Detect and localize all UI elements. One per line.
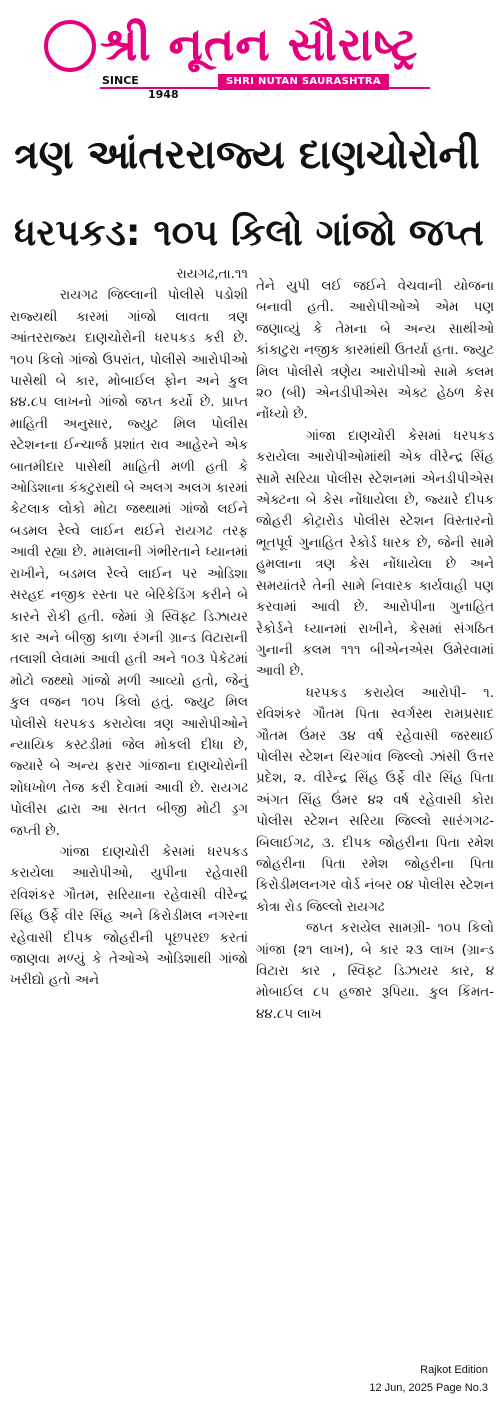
edition-label: Rajkot Edition (420, 1364, 488, 1376)
headline-line-1: ત્રણ આંતરરાજ્ય દાણચોરોની (14, 132, 480, 178)
masthead (0, 0, 498, 108)
logo-ring-icon (44, 20, 96, 72)
article-column-right (256, 276, 494, 1025)
date-page-label: 12 Jun, 2025 Page No.3 (369, 1382, 488, 1394)
article-paragraph: રાયગઢ જિલ્લાની પોલીસે પડોશી રાજ્યથી કારમાં ગાંજો લાવતા ત્રણ આંતરરાજ્ય દાણચોરોની ધરપકડ કરી છે. ૧૦૫ કિલો ગાંજો ઉપરાંત, પોલીસે આરોપીઓ પાસેથી બે કાર, મોબાઈલ ફોન અને કુલ ૪૪.૮૫ લાખનો ગાંજો જપ્ત કર્યો છે. પ્રાપ્ત માહિતી અનુસાર, જ્યુટ મિલ પોલીસ સ્ટેશનના ઈન્ચાર્જ પ્રશાંત રાવ આહેરને એક બાતમીદાર પાસેથી માહિતી મળી હતી કે ઓડિશાના કંકટુરાથી બે અલગ અલગ કારમાં કેટલાક લોકો મોટા જથ્થામાં ગાંજો લઈને બડમલ રેલ્વે લાઈન થઈને રાયગઢ તરફ આવી રહ્યા છે. મામલાની ગંભીરતાને ધ્યાનમાં રાખીને, બડમલ રેલ્વે લાઈન પર ઓડિશા સરહદ નજીક રસ્તા પર બેરિકેડિંગ કરીને બે કારને રોકી હતી. જેમાં ગ્રે સ્વિફ્ટ ડિઝાયર કાર અને બીજી કાળા રંગની ગ્રાન્ડ વિટારાની તલાશી લેવામાં આવી હતી અને ૧૦૩ પેકેટમાં મોટો જથ્થો ગાંજો મળી આવ્યો હતો, જેનું કુલ વજન ૧૦૫ કિલો હતું. જ્યુટ મિલ પોલીસે ધરપકડ કરાયેલા ત્રણ આરોપીઓને ન્યાયિક કસ્ટડીમાં જેલ મોકલી દીધા છે, જ્યારે બે અન્ય ફરાર ગાંજાના દાણચોરોની શોધખોળ તેજ કરી દેવામાં આવી છે. રાયગઢ પોલીસ દ્વારા આ સતત બીજી મોટી ડ્રગ જપ્તી છે. (10, 288, 248, 839)
newspaper-logo (44, 14, 454, 102)
newspaper-title: શ્રી નૂતન સૌરાષ્ટ્ર (100, 17, 419, 71)
article-paragraph: જપ્ત કરાયેલ સામગ્રી- ૧૦૫ કિલો ગાંજા (૨૧ લાખ), બે કાર ૨૩ લાખ (ગ્રાન્ડ વિટારા કાર , સ્વિફ્ટ ડિઝાયર કાર, ૪ મોબાઈલ ૮૫ હજાર રૂપિયા. કુલ કિંમત- ૪૪.૮૫ લાખ (256, 921, 494, 1022)
founding-year: 1948 (148, 88, 179, 101)
article-paragraph: ગાંજા દાણચોરી કેસમાં ધરપકડ કરાયેલા આરોપીઓમાંથી એક વીરેન્દ્ર સિંહ સામે સરિયા પોલીસ સ્ટેશનમાં એનડીપીએસ એક્ટના બે કેસ નોંધાયેલા છે, જ્યારે દીપક જોહરી કોટ્રારોડ પોલીસ સ્ટેશન વિસ્તારનો ભૂતપૂર્વ ગુનાહિત રેકોર્ડ ધારક છે, જેની સામે હુમલાના ત્રણ કેસ નોંધાયેલા છે અને સમયાંતરે તેની સામે નિવારક કાર્યવાહી પણ કરવામાં આવી છે. આરોપીના ગુનાહિત રેકોર્ડને ધ્યાનમાં રાખીને, કેસમાં સંગઠિત ગુનાની કલમ ૧૧૧ બીએનએસ ઉમેરવામાં આવી છે. (256, 428, 494, 680)
newspaper-subtitle: SHRI NUTAN SAURASHTRA (218, 74, 389, 90)
article-column-left (10, 264, 248, 992)
dateline: રાયગઢ,તા.૧૧ (176, 267, 248, 282)
headline-line-2: ધરપકડ: ૧૦૫ કિલો ગાંજો જપ્ત (14, 211, 484, 254)
article-paragraph: ગાંજા દાણચોરી કેસમાં ધરપકડ કરાયેલા આરોપીઓ, યુપીના રહેવાસી રવિશંકર ગૌતમ, સરિયાના રહેવાસી વીરેન્દ્ર સિંહ ઉર્ફે વીર સિંહ અને કિરોડીમલ નગરના રહેવાસી દીપક જોહરીની પૂછપરછ કરતાં જાણવા મળ્યું કે તેઓએ ઓડિશાથી ગાંજો ખરીદ્યો હતો અને (10, 844, 248, 989)
article-paragraph: ધરપકડ કરાયેલ આરોપી- ૧. રવિશંકર ગૌતમ પિતા સ્વર્ગસ્થ રામપ્રસાદ ગૌતમ ઉંમર ૩૪ વર્ષ રહેવાસી જરથાઈ પોલીસ સ્ટેશન ચિરગાંવ જિલ્લો ઝાંસી ઉત્તર પ્રદેશ, ૨. વીરેન્દ્ર સિંહ ઉર્ફે વીર સિંહ પિતા અંગત સિંહ ઉંમર ૪૨ વર્ષ રહેવાસી કોરા પોલીસ સ્ટેશન સરિયા જિલ્લો સારંગગઢ-બિલાઈગઢ, ૩. દીપક જોહરીના પિતા રમેશ જોહરીના પિતા રમેશ જોહરીના પિતા કિરોડીમલનગર વોર્ડ નંબર ૦૪ પોલીસ સ્ટેશન કોત્રા રોડ જિલ્લો રાયગઢ (256, 685, 494, 915)
article-paragraph: તેને યુપી લઈ જઈને વેચવાની યોજના બનાવી હતી. આરોપીઓએ એમ પણ જણાવ્યું કે તેમના બે અન્ય સાથીઓ કાંકાટુરા નજીક કારમાંથી ઉતર્યા હતા. જ્યુટ મિલ પોલીસે ત્રણેય આરોપીઓ સામે કલમ ૨૦ (બી) એનડીપીએસ એક્ટ હેઠળ કેસ નોંધ્યો છે. (256, 279, 494, 423)
since-label: SINCE (102, 74, 139, 87)
